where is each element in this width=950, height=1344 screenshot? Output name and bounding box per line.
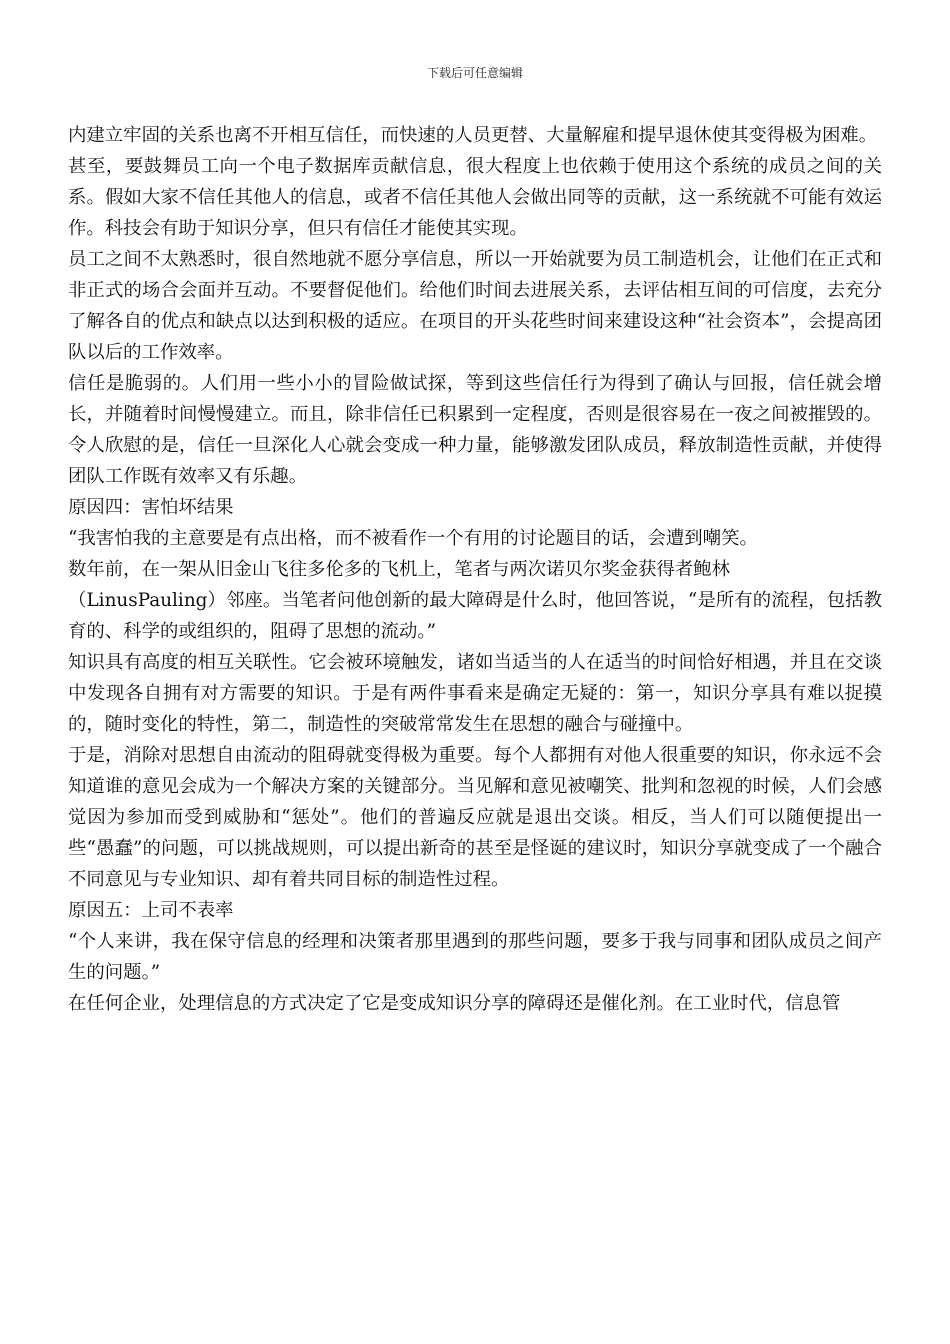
paragraph: 于是，消除对思想自由流动的阻碍就变得极为重要。每个人都拥有对他人很重要的知识，你永远不会知道谁的意见会成为一个解决方案的关键部分。当见解和意见被嘲笑、批判和忽视的时候，人们会感觉因为参加而受到威胁和“惩处”。他们的普遍反应就是退出交谈。相反，当人们可以随便提出一些“愚蠢”的问题，可以挑战规则，可以提出新奇的甚至是怪诞的建议时，知识分享就变成了一个融合不同意见与专业知识、却有着共同目标的制造性过程。: [68, 745, 882, 890]
paragraph: 内建立牢固的关系也离不开相互信任，而快速的人员更替、大量解雇和提早退休使其变得极为困难。: [68, 125, 878, 146]
paragraph: 在任何企业，处理信息的方式决定了它是变成知识分享的障碍还是催化剂。在工业时代，信息管: [68, 993, 841, 1014]
paragraph: 信任是脆弱的。人们用一些小小的冒险做试探，等到这些信任行为得到了确认与回报，信任就会增长，并随着时间慢慢建立。而且，除非信任已积累到一定程度，否则是很容易在一夜之间被摧毁的。令人欣慰的是，信任一旦深化人心就会变成一种力量，能够激发团队成员，释放制造性贡献，并使得团队工作既有效率又有乐趣。: [68, 373, 882, 487]
section-heading: 原因五：上司不表率: [68, 900, 234, 921]
paragraph: 数年前，在一架从旧金山飞往多伦多的飞机上，笔者与两次诺贝尔奖金获得者鲍林: [68, 559, 731, 580]
document-body: [68, 120, 882, 1019]
paragraph: 员工之间不太熟悉时，很自然地就不愿分享信息，所以一开始就要为员工制造机会，让他们在正式和非正式的场合会面并互动。不要督促他们。给他们时间去进展关系，去评估相互间的可信度，去充分了解各自的优点和缺点以达到积极的适应。在项目的开头花些时间来建设这种“社会资本”，会提高团队以后的工作效率。: [68, 249, 882, 363]
quote-paragraph: “我害怕我的主意要是有点出格，而不被看作一个有用的讨论题目的话，会遭到嘲笑。: [68, 528, 758, 549]
paragraph: 甚至，要鼓舞员工向一个电子数据库贡献信息，很大程度上也依赖于使用这个系统的成员之间的关系。假如大家不信任其他人的信息，或者不信任其他人会做出同等的贡献，这一系统就不可能有效运作。科技会有助于知识分享，但只有信任才能使其实现。: [68, 156, 882, 239]
paragraph: （LinusPauling）邻座。当笔者问他创新的最大障碍是什么时，他回答说，“是所有的流程，包括教育的、科学的或组织的，阻碍了思想的流动。”: [68, 590, 882, 642]
paragraph: 知识具有高度的相互关联性。它会被环境触发，诸如当适当的人在适当的时间恰好相遇，并且在交谈中发现各自拥有对方需要的知识。于是有两件事看来是确定无疑的：第一，知识分享具有难以捉摸的，随时变化的特性，第二，制造性的突破常常发生在思想的融合与碰撞中。: [68, 652, 882, 735]
quote-paragraph: “个人来讲，我在保守信息的经理和决策者那里遇到的那些问题，要多于我与同事和团队成员之间产生的问题。”: [68, 931, 882, 983]
section-heading: 原因四：害怕坏结果: [68, 497, 234, 518]
page-header: 下载后可任意编辑: [426, 66, 523, 80]
